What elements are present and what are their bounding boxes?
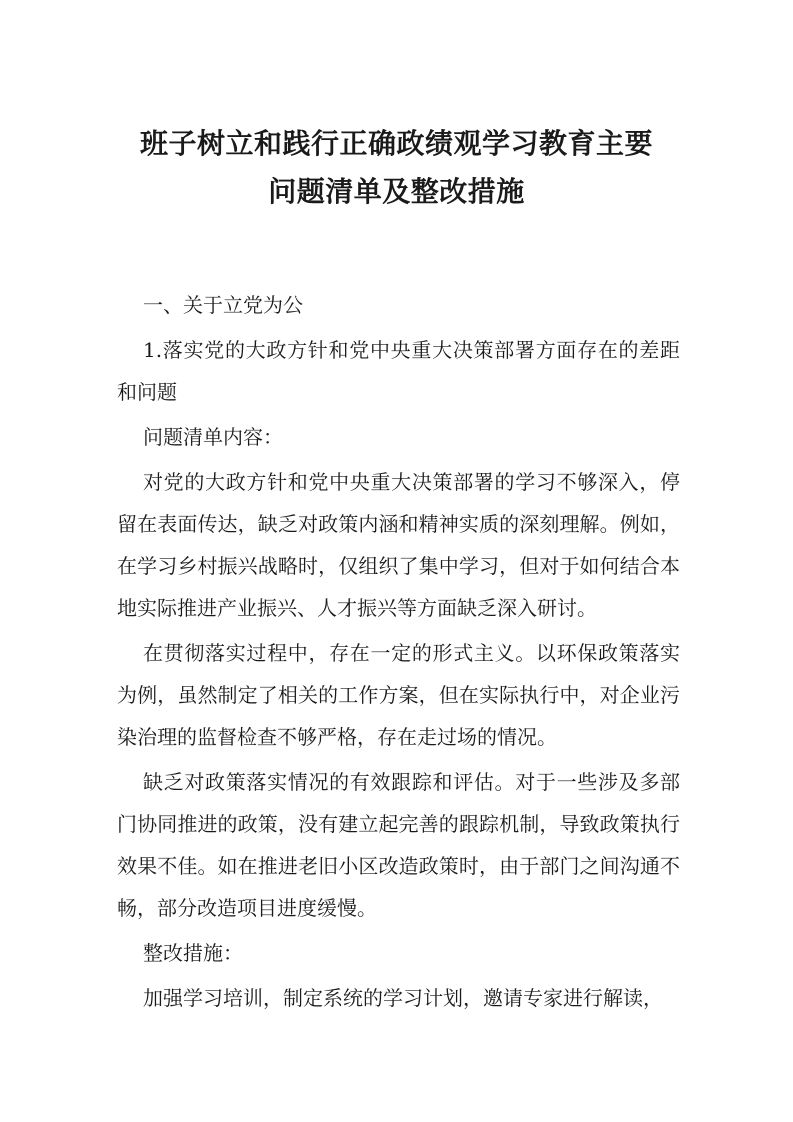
document-title-line-2: 问题清单及整改措施 xyxy=(268,175,525,208)
body-paragraph: 在贯彻落实过程中，存在一定的形式主义。以环保政策落实为例，虽然制定了相关的工作方案，但在实际执行中，对企业污染治理的监督检查不够严格，存在走过场的情况。 xyxy=(117,641,680,749)
problem-list-label: 问题清单内容： xyxy=(143,425,283,449)
measures-label: 整改措施： xyxy=(143,941,243,965)
subsection-heading: 1.落实党的大政方针和党中央重大决策部署方面存在的差距和问题 xyxy=(117,338,680,404)
body-paragraph: 缺乏对政策落实情况的有效跟踪和评估。对于一些涉及多部门协同推进的政策，没有建立起完善的跟踪机制，导致政策执行效果不佳。如在推进老旧小区改造政策时，由于部门之间沟通不畅，部分改造项目进度缓慢。 xyxy=(117,770,680,920)
document-title-line-1: 班子树立和践行正确政绩观学习教育主要 xyxy=(139,127,653,160)
section-heading: 一、关于立党为公 xyxy=(143,293,303,317)
body-paragraph: 对党的大政方针和党中央重大决策部署的学习不够深入，停留在表面传达，缺乏对政策内涵和精神实质的深刻理解。例如，在学习乡村振兴战略时，仅组织了集中学习，但对于如何结合本地实际推进产业振兴、人才振兴等方面缺乏深入研讨。 xyxy=(117,470,680,620)
document-body xyxy=(117,284,680,1022)
body-paragraph: 加强学习培训，制定系统的学习计划，邀请专家进行解读， xyxy=(143,986,663,1010)
